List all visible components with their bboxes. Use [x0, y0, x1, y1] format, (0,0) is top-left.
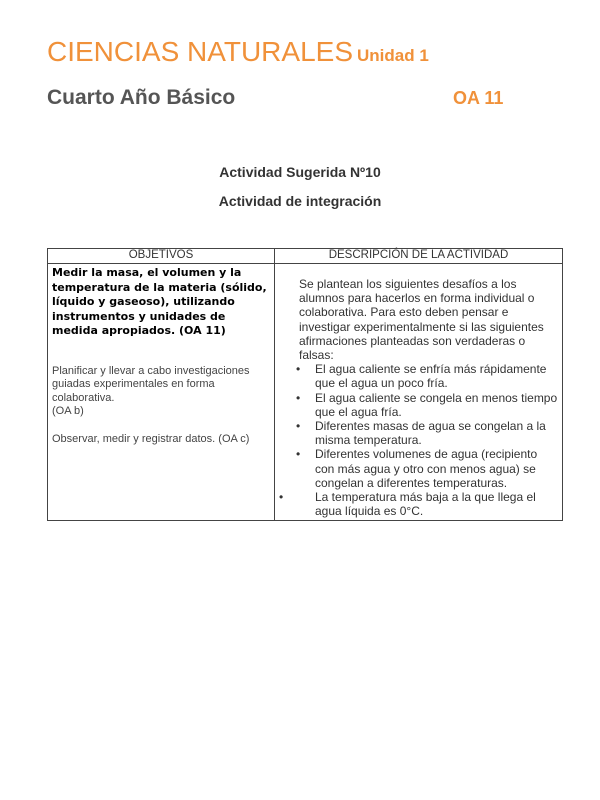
list-item-text: La temperatura más baja a la que llega el agua líquida es 0°C. — [315, 490, 536, 519]
column-header-objetivos: OBJETIVOS — [48, 249, 275, 264]
bullet-icon: • — [296, 390, 301, 405]
activity-subtitle: Actividad de integración — [218, 193, 382, 209]
objetivos-cell — [48, 264, 275, 521]
list-item-text: El agua caliente se enfría más rápidamente que el agua un poco fría. — [315, 362, 547, 391]
subject-title — [47, 36, 429, 72]
activity-title: Actividad Sugerida Nº10 — [219, 164, 381, 180]
list-item — [279, 391, 558, 419]
objetivo-b-text: Planificar y llevar a cabo investigaciones guiadas experimentales en forma colaborativa. — [52, 364, 250, 404]
bullet-icon: • — [296, 447, 301, 462]
objetivo-c: Observar, medir y registrar datos. (OA c) — [52, 432, 250, 445]
list-item-text: Diferentes volumenes de agua (recipiento con más agua y otro con menos agua) se congelan a diferentes temperaturas. — [315, 447, 538, 490]
list-item — [279, 447, 558, 490]
oa-label: OA 11 — [453, 88, 504, 108]
table-row — [48, 264, 563, 521]
activity-table — [47, 248, 563, 521]
descripcion-cell — [275, 264, 563, 521]
objetivo-b — [52, 365, 270, 419]
list-item — [279, 490, 558, 518]
list-item — [279, 362, 558, 390]
list-item-text: El agua caliente se congela en menos tiempo que el agua fría. — [315, 390, 558, 419]
list-item-text: Diferentes masas de agua se congelan a la misma temperatura. — [315, 419, 546, 448]
unit-label: Unidad 1 — [357, 46, 429, 65]
bullet-icon: • — [296, 419, 301, 434]
descripcion-intro: Se plantean los siguientes desafíos a los alumnos para hacerlos en forma individual o colaborativa. Para esto deben pensar e investigar experimentalmente si las siguientes afirmaciones planteadas son verdaderas o falsas: — [299, 277, 544, 363]
objetivo-principal: Medir la masa, el volumen y la temperatura de la materia (sólido, líquido y gaseoso), utilizando instrumentos y unidades de medida apropiados. (OA 11) — [52, 266, 267, 337]
table-header-row — [48, 249, 563, 264]
bullet-icon: • — [279, 490, 284, 505]
list-item — [279, 419, 558, 447]
objetivo-b-code: (OA b) — [52, 405, 84, 417]
subject-name: CIENCIAS NATURALES — [47, 36, 353, 67]
column-header-descripcion: DESCRIPCIÓN DE LA ACTIVIDAD — [275, 249, 563, 264]
grade-label: Cuarto Año Básico — [47, 86, 236, 109]
bullet-icon: • — [296, 362, 301, 377]
